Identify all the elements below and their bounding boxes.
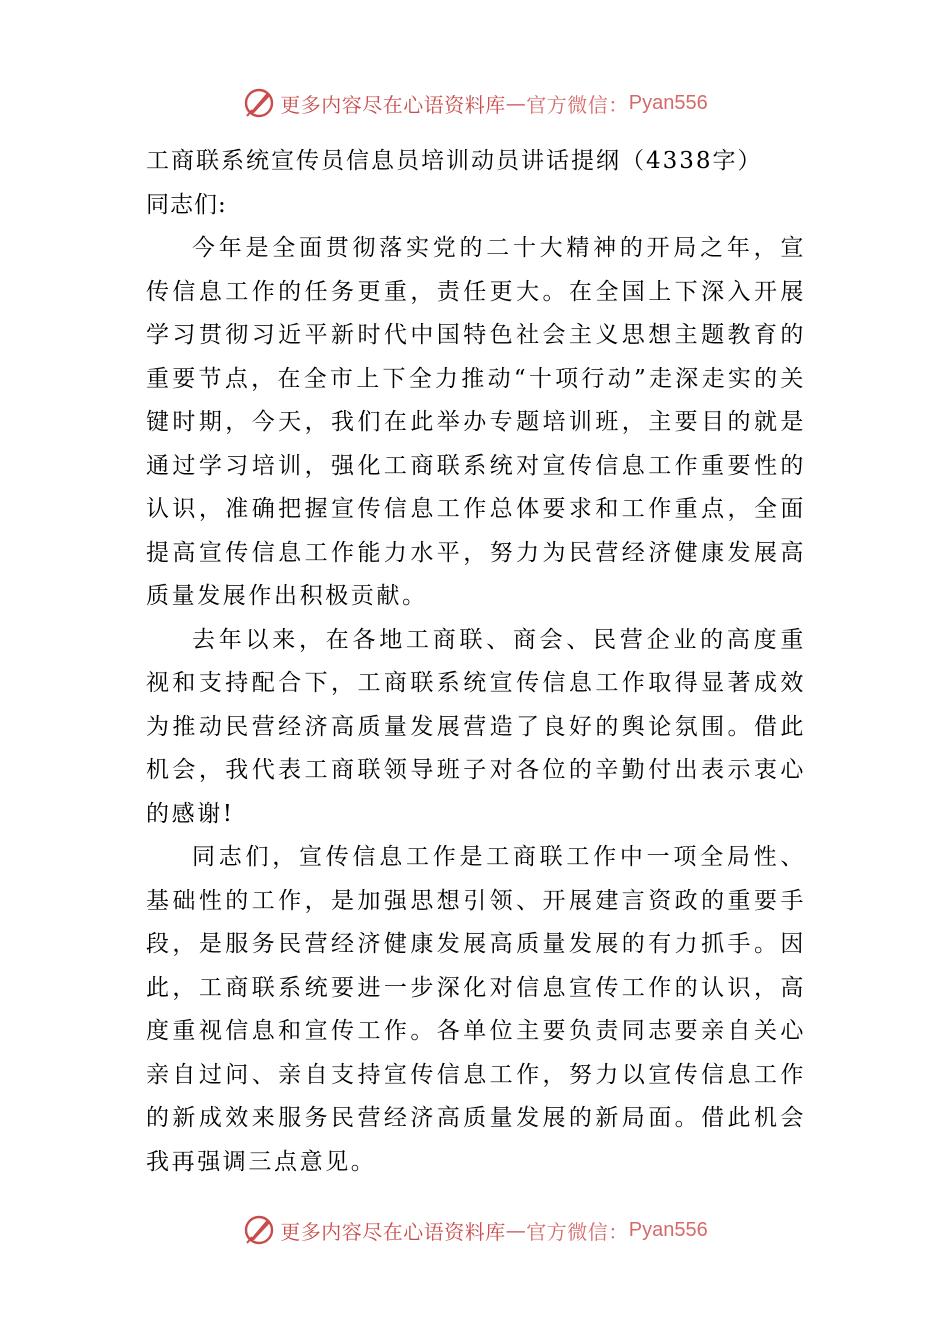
banner-wechat-id: Pyan556 (628, 91, 708, 114)
banner-separator: — (505, 1218, 527, 1242)
banner-wechat-id: Pyan556 (628, 1218, 708, 1241)
document-body (146, 140, 806, 1184)
paragraph-1: 今年是全面贯彻落实党的二十大精神的开局之年，宣传信息工作的任务更重，责任更大。在全国上下深入开展学习贯彻习近平新时代中国特色社会主义思想主题教育的重要节点，在全市上下全力推动“十项行动”走深走实的关键时期，今天，我们在此举办专题培训班，主要目的就是通过学习培训，强化工商联系统对宣传信息工作重要性的认识，准确把握宣传信息工作总体要求和工作重点，全面提高宣传信息工作能力水平，努力为民营经济健康发展高质量发展作出积极贡献。 (146, 235, 806, 609)
banner-official-label: 官方微信： (526, 1219, 629, 1244)
banner-official-label: 官方微信： (526, 92, 629, 117)
banner-brand-text: 更多内容尽在心语资料库 (280, 1219, 506, 1244)
banner-brand-text: 更多内容尽在心语资料库 (280, 92, 506, 117)
paragraph-2: 去年以来，在各地工商联、商会、民营企业的高度重视和支持配合下，工商联系统宣传信息工作取得显著成效为推动民营经济高质量发展营造了良好的舆论氛围。借此机会，我代表工商联领导班子对各位的辛勤付出表示衷心的感谢! (146, 626, 806, 827)
paragraph-3: 同志们，宣传信息工作是工商联工作中一项全局性、基础性的工作，是加强思想引领、开展建言资政的重要手段，是服务民营经济健康发展高质量发展的有力抓手。因此，工商联系统要进一步深化对信息宣传工作的认识，高度重视信息和宣传工作。各单位主要负责同志要亲自关心亲自过问、亲自支持宣传信息工作，努力以宣传信息工作的新成效来服务民营经济高质量发展的新局面。借此机会我再强调三点意见。 (146, 844, 806, 1175)
header-watermark-banner (0, 83, 950, 123)
banner-separator: — (505, 91, 527, 115)
quill-pen-logo-icon (242, 86, 276, 120)
document-title: 工商联系统宣传员信息员培训动员讲话提纲（4338字） (146, 148, 763, 174)
quill-pen-logo-icon (242, 1213, 276, 1247)
document-salutation: 同志们: (146, 191, 227, 218)
footer-watermark-banner (0, 1210, 950, 1250)
